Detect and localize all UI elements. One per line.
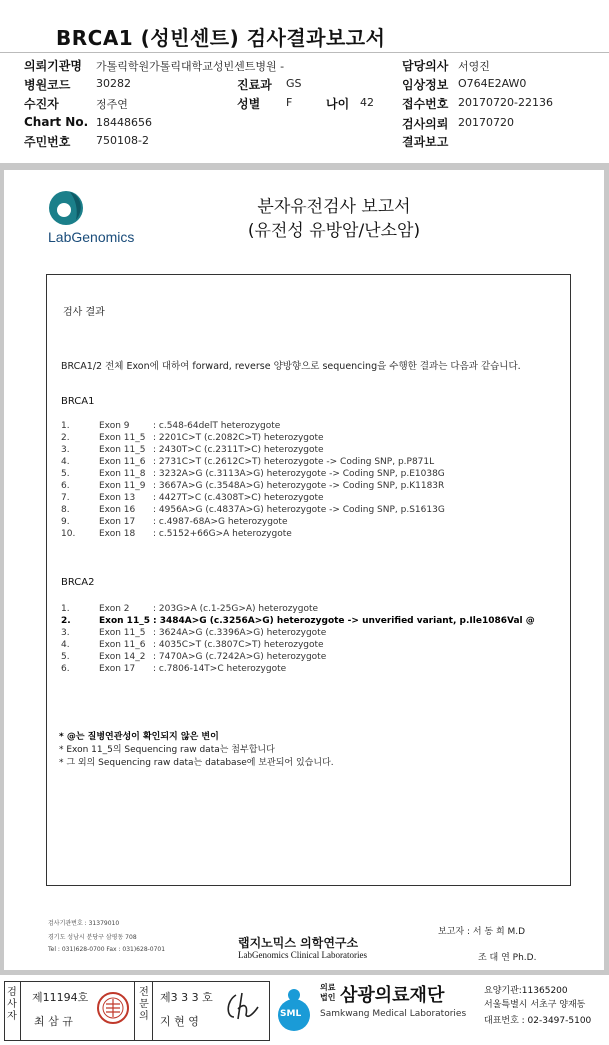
page-title: BRCA1 (성빈센트) 검사결과보고서 [56, 26, 386, 50]
signature-icon [222, 989, 262, 1025]
intro-text: BRCA1/2 전체 Exon에 대하여 forward, reverse 양방향으로 sequencing을 수행한 결과는 다음과 같습니다. [61, 361, 521, 372]
brca1-label: BRCA1 [61, 396, 95, 407]
reporter: 보고자 : 서 동 희 M.D [438, 927, 526, 937]
value-clinical-info: O764E2AW0 [458, 77, 527, 90]
label-institution: 의뢰기관명 [24, 59, 82, 73]
sml-corp-label: 법인 [320, 993, 336, 1002]
lab-phone: Tel : 031)628-0700 Fax : 031)628-0701 [48, 946, 166, 953]
divider [134, 981, 135, 1041]
value-chart-no: 18448656 [96, 116, 152, 129]
label-result-report: 결과보고 [402, 135, 449, 149]
institute-name-en: LabGenomics Clinical Laboratories [238, 950, 367, 960]
inspector-name: 최 삼 규 [34, 1015, 73, 1028]
header-divider [0, 52, 609, 53]
sml-name: 삼광의료재단 [340, 985, 445, 1006]
label-age: 나이 [326, 97, 350, 111]
label-chart-no: Chart No. [24, 115, 89, 129]
institute-name-ko: 랩지노믹스 의학연구소 [238, 936, 359, 950]
specialist-name: 지 현 영 [160, 1015, 199, 1028]
report-footer [0, 975, 609, 1045]
report-header [0, 0, 609, 163]
value-department: GS [286, 77, 302, 90]
specialist-label: 전 문 의 [139, 987, 149, 1022]
inspector-label: 검 사 자 [7, 987, 17, 1022]
sml-info-phone: 대표번호 : 02-3497-5100 [484, 1016, 592, 1026]
note-attached: * Exon 11_5의 Sequencing raw data는 첨부합니다 [59, 745, 275, 755]
value-hospital-code: 30282 [96, 77, 131, 90]
results-header: 검사 결과 [63, 307, 105, 318]
inspector-license: 제11194호 [32, 991, 89, 1004]
value-institution: 가톨릭학원가톨릭대학교성빈센트병원 - [96, 60, 285, 73]
label-receipt-no: 접수번호 [402, 97, 449, 111]
divider [152, 981, 153, 1041]
director: 조 대 연 Ph.D. [478, 953, 537, 963]
specialist-license: 제3 3 3 호 [160, 991, 213, 1004]
value-doctor: 서영진 [458, 60, 490, 73]
label-request-date: 검사의뢰 [402, 117, 449, 131]
report-sheet [4, 170, 604, 970]
lab-address: 경기도 성남시 분당구 삼평동 708 [48, 934, 137, 941]
note-unverified: * @는 질병연관성이 확인되지 않은 변이 [59, 732, 219, 742]
logo-text: LabGenomics [48, 229, 135, 245]
lab-number: 검사기관번호 : 31379010 [48, 920, 120, 927]
sml-sub: Samkwang Medical Laboratories [320, 1009, 467, 1019]
labgenomics-logo-icon [48, 188, 84, 228]
value-patient: 정주연 [96, 98, 128, 111]
label-sex: 성별 [237, 97, 261, 111]
results-box: 검사 결과 BRCA1/2 전체 Exon에 대하여 forward, reverse 양방향으로 sequencing을 수행한 결과는 다음과 같습니다. BRCA1 1. Exon 9 : c.548-64delT heterozygote 2. Exon 11_5 : 2201C>T (c.2082C>T) heterozygote 3. Exon 11_5 : 2430T>C (c.2311T>C) heterozygote 4. Exon 11_6 : 2731C>T (c.2612C>T) heterozygote -> Coding SNP, p.P871L 5. Exon 11_8 : 3232A>G (c.3113A>G) heterozygote -> Coding SNP, p.E1038G 6. Exon 11_9 : 3667A>G (c.3548A>G) heterozygote -> Coding SNP, p.K1183R 7. Exon 13 : 4427T>C (c.4308T>C) heterozygote 8. Exon 16 : 4956A>G (c.4837A>G) heterozygote -> Coding SNP, p.S1613G 9. Exon 17 : c.4987-68A>G heterozygote 10. Exon 18 : c.5152+66G>A heterozygote BRCA2 1. Exon 2 : 203G>A (c.1-25G>A) heterozygote 2. Exon 11_5 : 3484A>G (c.3256A>G) heterozygote -> unverified variant, p.Ile1086Val @ 3. Exon 11_5 : 3624A>G (c.3396A>G) heterozygote 4. Exon 11_6 : 4035C>T (c.3807C>T) heterozygote 5. Exon 14_2 : 7470A>G (c.7242A>G) heterozygote 6. Exon 17 : c.7806-14T>C heterozygote * @는 질병연관성이 확인되지 않은 변이 * Exon 11_5의 Sequencing raw data는 첨부합니다 * 그 외의 Sequencing raw data는 database에 보관되어 있습니다. [46, 274, 571, 886]
value-sex: F [286, 96, 293, 109]
note-database: * 그 외의 Sequencing raw data는 database에 보관되어 있습니다. [59, 758, 334, 768]
value-request-date: 20170720 [458, 116, 514, 129]
divider [20, 981, 21, 1041]
sml-info-address: 서울특별시 서초구 양재동 [484, 1000, 586, 1010]
value-age: 42 [360, 96, 374, 109]
sml-info-code: 요양기관:11365200 [484, 986, 568, 996]
label-doctor: 담당의사 [402, 59, 449, 73]
value-resident-no: 750108-2 [96, 134, 149, 147]
label-hospital-code: 병원코드 [24, 78, 71, 92]
sml-badge: SML [280, 1009, 302, 1019]
report-subtitle: (유전성 유방암/난소암) [247, 221, 421, 241]
label-patient: 수진자 [24, 97, 59, 111]
value-receipt-no: 20170720-22136 [458, 96, 553, 109]
sml-corp-label: 의료 [320, 983, 336, 992]
brca2-label: BRCA2 [61, 577, 95, 588]
label-department: 진료과 [237, 78, 272, 92]
report-title: 분자유전검사 보고서 [257, 197, 411, 217]
red-seal-icon [96, 989, 130, 1027]
label-resident-no: 주민번호 [24, 135, 71, 149]
label-clinical-info: 임상정보 [402, 78, 449, 92]
